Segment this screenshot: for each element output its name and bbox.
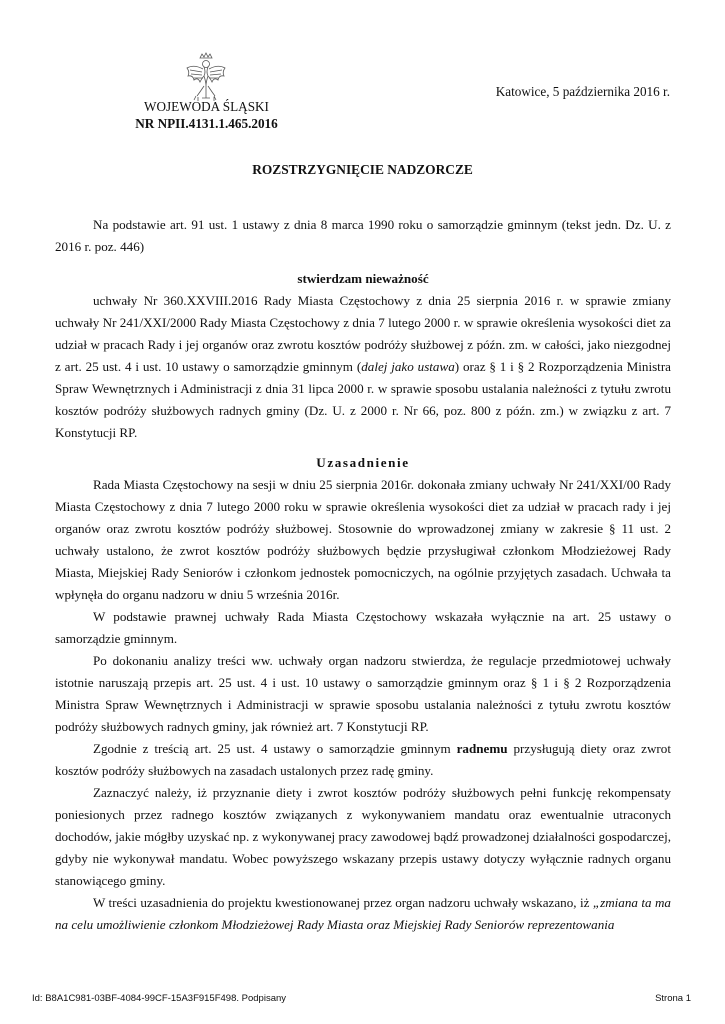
paragraph-4-bold: radnemu xyxy=(456,741,508,756)
paragraph-4-start: Zgodnie z treścią art. 25 ust. 4 ustawy o samorządzie gminnym xyxy=(93,741,457,756)
document-title: ROZSTRZYGNIĘCIE NADZORCZE xyxy=(252,162,473,177)
decision-text-part2: ) oraz § 1 i § 2 Rozporządzenia Ministra Spraw Wewnętrznych i Administracji z dnia 31 lipca 2000 r. w sprawie sposobu ustalania należności z tytułu zwrotu kosztów podróży służbowych radnych gminy (Dz. U. z 2000 r. Nr 66, poz. 800 z późn. zm.) w związku z art. 7 Konstytucji RP. xyxy=(55,359,671,440)
decision-paragraph xyxy=(55,290,671,444)
polish-eagle-emblem-icon xyxy=(184,52,228,102)
justification-paragraph-4 xyxy=(55,738,671,782)
intro-paragraph xyxy=(55,214,671,258)
authority-name: WOJEWODA ŚLĄSKI xyxy=(144,99,269,114)
justification-heading: Uzasadnienie xyxy=(316,455,410,470)
document-number: NR NPII.4131.1.465.2016 xyxy=(135,116,278,131)
justification-paragraph-1: Rada Miasta Częstochowy na sesji w dniu 25 sierpnia 2016r. dokonała zmiany uchwały Nr 241/XXI/00 Rady Miasta Częstochowy z dnia 7 lutego 2000 roku w sprawie określenia wysokości diet za udział w pracach rady i jej organów oraz zwrotu kosztów podróży służbowej. Stosownie do wprowadzonej zmiany w zakresie § 11 ust. 2 uchwały ustalono, że zwrot kosztów podróży służbowych będzie przysługiwał członkom Młodzieżowej Rady Miasta, Miejskiej Rady Seniorów i członkom jednostek pomocniczych, na ogólnie przyjętych zasadach. Uchwała ta wpłynęła do organu nadzoru w dniu 5 września 2016r. xyxy=(55,477,671,602)
issuing-authority xyxy=(104,98,309,132)
justification-paragraph-6 xyxy=(55,892,671,936)
paragraph-6-quote: „zmiana ta ma na celu umożliwienie członkom Młodzieżowej Rady Miasta oraz Miejskiej Rady Seniorów reprezentowania xyxy=(55,895,671,932)
justification-paragraph-5: Zaznaczyć należy, iż przyznanie diety i zwrot kosztów podróży służbowych pełni funkcję rekompensaty poniesionych przez radnego kosztów związanych z wykonywaniem mandatu oraz ewentualnie utraconych dochodów, jakie mógłby uzyskać np. z wykonywanej pracy zawodowej bądź prowadzonej działalności gospodarczej, gdyby nie wykonywał mandatu. Wobec powyższego wskazany przepis ustawy dotyczy wyłącznie radnych organu stanowiącego gminy. xyxy=(55,785,671,888)
paragraph-4-end: przysługują diety oraz zwrot kosztów podróży służbowych na zasadach ustalonych przez radę gminy. xyxy=(55,741,671,778)
place-and-date: Katowice, 5 października 2016 r. xyxy=(495,84,670,99)
intro-text: Na podstawie art. 91 ust. 1 ustawy z dnia 8 marca 1990 roku o samorządzie gminnym (tekst jedn. Dz. U. z 2016 r. poz. 446) xyxy=(55,217,671,254)
decision-text xyxy=(55,290,671,444)
decision-text-part1: uchwały Nr 360.XXVIII.2016 Rady Miasta Częstochowy z dnia 25 sierpnia 2016 r. w sprawie zmiany uchwały Nr 241/XXI/2000 Rady Miasta Częstochowy z dnia 7 lutego 2000 r. w sprawie określenia wysokości diet za udział w pracach Rady i jej organów oraz zwrotu kosztów podróży służbowej z późn. zm. w całości, jako niezgodnej z art. 25 ust. 4 i ust. 10 ustawy o samorządzie gminnym ( xyxy=(55,293,671,374)
justification-paragraph-2: W podstawie prawnej uchwały Rada Miasta Częstochowy wskazała wyłącznie na art. 25 ustawy o samorządzie gminnym. xyxy=(55,609,671,646)
decision-text-italic: dalej jako ustawa xyxy=(361,359,455,374)
page-number: Strona 1 xyxy=(655,993,691,1004)
justification-body xyxy=(55,474,671,936)
document-id-footer: Id: B8A1C981-03BF-4084-99CF-15A3F915F498. Podpisany xyxy=(32,993,287,1004)
decision-heading: stwierdzam nieważność xyxy=(297,271,429,286)
justification-paragraph-3: Po dokonaniu analizy treści ww. uchwały organ nadzoru stwierdza, że regulacje przedmiotowej uchwały istotnie naruszają przepis art. 25 ust. 4 i ust. 10 ustawy o samorządzie gminnym oraz § 1 i § 2 Rozporządzenia Ministra Spraw Wewnętrznych i Administracji w sprawie sposobu ustalania należności z tytułu zwrotu kosztów podróży służbowych radnych gminy, jak również art. 7 Konstytucji RP. xyxy=(55,653,671,734)
paragraph-6-start: W treści uzasadnienia do projektu kwestionowanej przez organ nadzoru uchwały wskazano, iż xyxy=(93,895,593,910)
